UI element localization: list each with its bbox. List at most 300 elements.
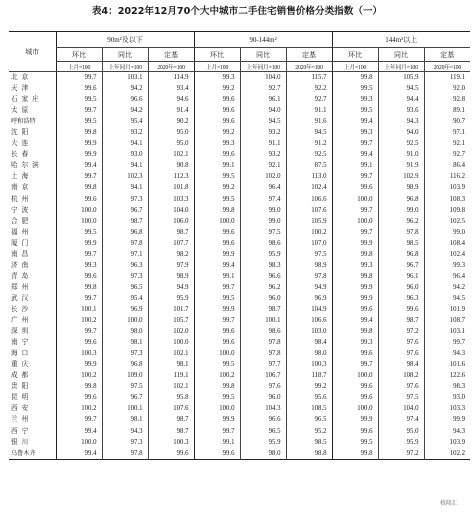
index-cell: 99.6 <box>332 426 378 437</box>
index-cell: 99.3 <box>332 94 378 105</box>
subheader-1: 同比 <box>102 48 148 62</box>
city-cell: 太原 <box>11 106 33 115</box>
index-cell: 92.7 <box>286 94 332 105</box>
index-cell: 99.0 <box>378 205 424 216</box>
index-cell: 102.1 <box>148 149 194 160</box>
index-cell: 99.6 <box>56 194 102 205</box>
index-cell: 103.1 <box>102 72 148 84</box>
index-cell: 99.0 <box>240 205 286 216</box>
index-cell: 115.7 <box>286 72 332 84</box>
index-cell: 100.0 <box>332 403 378 414</box>
city-cell: 石家庄 <box>11 95 43 104</box>
index-cell: 94.0 <box>240 105 286 116</box>
index-cell: 106.7 <box>240 370 286 381</box>
index-cell: 99.5 <box>194 171 240 182</box>
city-cell: 青岛 <box>11 271 33 280</box>
index-cell: 99.6 <box>332 392 378 403</box>
city-cell: 济南 <box>11 260 33 269</box>
index-cell: 99.3 <box>194 138 240 149</box>
index-cell: 99.6 <box>56 392 102 403</box>
index-cell: 99.8 <box>56 282 102 293</box>
index-cell: 98.0 <box>102 326 148 337</box>
index-cell: 91.1 <box>240 138 286 149</box>
index-cell: 97.1 <box>424 127 470 138</box>
index-cell: 99.7 <box>424 337 470 348</box>
city-cell: 北京 <box>11 73 33 82</box>
index-cell: 99.8 <box>332 326 378 337</box>
index-cell: 108.5 <box>286 403 332 414</box>
index-cell: 107.6 <box>286 205 332 216</box>
index-cell: 94.1 <box>102 160 148 171</box>
index-cell: 98.9 <box>148 271 194 282</box>
index-cell: 97.8 <box>102 448 148 460</box>
index-cell: 99.8 <box>56 381 102 392</box>
index-cell: 102.1 <box>148 348 194 359</box>
table-row <box>9 437 470 448</box>
base-label-2: 2020年=100 <box>148 62 194 72</box>
index-cell: 99.9 <box>332 414 378 425</box>
index-cell: 100.0 <box>56 216 102 227</box>
index-cell: 99.5 <box>56 94 102 105</box>
city-cell: 乌鲁木齐 <box>11 449 36 457</box>
subheader-row <box>9 48 470 62</box>
index-cell: 98.0 <box>240 448 286 460</box>
index-cell: 94.5 <box>378 83 424 94</box>
index-cell: 99.6 <box>194 326 240 337</box>
table-row <box>9 171 470 182</box>
table-row <box>9 326 470 337</box>
index-cell: 99.2 <box>194 127 240 138</box>
index-cell: 106.6 <box>286 315 332 326</box>
index-cell: 98.9 <box>378 182 424 193</box>
index-cell: 99.7 <box>56 249 102 260</box>
index-cell: 99.9 <box>194 414 240 425</box>
index-cell: 100.1 <box>56 304 102 315</box>
index-cell: 95.0 <box>378 426 424 437</box>
index-cell: 98.3 <box>240 260 286 271</box>
index-cell: 100.0 <box>332 216 378 227</box>
index-cell: 94.2 <box>424 282 470 293</box>
index-cell: 102.3 <box>102 171 148 182</box>
index-cell: 91.1 <box>286 105 332 116</box>
index-cell: 94.3 <box>378 116 424 127</box>
index-cell: 99.6 <box>194 149 240 160</box>
index-cell: 99.6 <box>332 304 378 315</box>
index-cell: 100.0 <box>332 194 378 205</box>
base-label-1: 上年同月=100 <box>102 62 148 72</box>
index-cell: 100.2 <box>56 370 102 381</box>
index-cell: 103.1 <box>424 326 470 337</box>
base-label-2: 2020年=100 <box>424 62 470 72</box>
index-cell: 99.0 <box>240 216 286 227</box>
index-cell: 95.4 <box>102 293 148 304</box>
index-cell: 99.7 <box>332 227 378 238</box>
index-cell: 94.3 <box>424 426 470 437</box>
index-cell: 94.9 <box>286 282 332 293</box>
index-cell: 99.7 <box>56 72 102 84</box>
index-cell: 99.4 <box>56 448 102 460</box>
index-cell: 95.2 <box>286 426 332 437</box>
index-cell: 100.1 <box>240 315 286 326</box>
index-cell: 100.2 <box>56 403 102 414</box>
table-row <box>9 238 470 249</box>
index-cell: 99.0 <box>424 227 470 238</box>
index-cell: 99.6 <box>148 448 194 460</box>
index-cell: 103.9 <box>424 182 470 193</box>
index-cell: 102.2 <box>424 448 470 460</box>
index-cell: 94.3 <box>102 426 148 437</box>
index-cell: 94.6 <box>148 94 194 105</box>
city-cell: 重庆 <box>11 360 33 369</box>
city-cell: 南京 <box>11 183 33 192</box>
index-cell: 98.3 <box>424 381 470 392</box>
index-cell: 95.4 <box>102 116 148 127</box>
index-cell: 98.6 <box>240 238 286 249</box>
index-cell: 106.0 <box>148 216 194 227</box>
index-cell: 99.8 <box>194 381 240 392</box>
index-cell: 96.6 <box>240 271 286 282</box>
index-cell: 113.0 <box>286 171 332 182</box>
table-row <box>9 116 470 127</box>
city-cell: 厦门 <box>11 238 33 247</box>
index-cell: 99.4 <box>194 260 240 271</box>
index-cell: 98.7 <box>148 227 194 238</box>
index-cell: 96.7 <box>102 392 148 403</box>
index-cell: 99.6 <box>332 381 378 392</box>
index-cell: 98.1 <box>102 337 148 348</box>
index-cell: 107.0 <box>286 238 332 249</box>
index-cell: 119.1 <box>424 72 470 84</box>
table-row <box>9 282 470 293</box>
index-cell: 104.9 <box>286 304 332 315</box>
index-cell: 99.7 <box>56 293 102 304</box>
index-cell: 99.4 <box>56 160 102 171</box>
index-cell: 95.9 <box>240 249 286 260</box>
table-row <box>9 138 470 149</box>
index-cell: 99.1 <box>194 437 240 448</box>
index-cell: 100.0 <box>56 437 102 448</box>
index-cell: 97.6 <box>378 381 424 392</box>
index-cell: 99.2 <box>194 182 240 193</box>
price-index-table <box>9 31 470 460</box>
index-cell: 92.5 <box>378 138 424 149</box>
table-row <box>9 182 470 193</box>
table-row <box>9 271 470 282</box>
table-row <box>9 359 470 370</box>
index-cell: 99.1 <box>332 160 378 171</box>
index-cell: 109.8 <box>424 205 470 216</box>
city-cell: 天津 <box>11 84 33 93</box>
index-cell: 99.6 <box>194 116 240 127</box>
index-cell: 94.2 <box>102 83 148 94</box>
index-cell: 99.9 <box>56 138 102 149</box>
base-label-0: 上月=100 <box>194 62 240 72</box>
city-cell: 贵阳 <box>11 382 33 391</box>
index-cell: 105.7 <box>148 315 194 326</box>
index-cell: 99.6 <box>194 227 240 238</box>
subheader-2: 定基 <box>148 48 194 62</box>
index-cell: 92.0 <box>424 83 470 94</box>
index-cell: 94.5 <box>286 127 332 138</box>
city-cell: 福州 <box>11 227 33 236</box>
index-cell: 96.5 <box>286 414 332 425</box>
index-cell: 97.3 <box>102 348 148 359</box>
index-cell: 97.5 <box>102 381 148 392</box>
index-cell: 99.2 <box>194 83 240 94</box>
table-row <box>9 72 470 84</box>
table-row <box>9 94 470 105</box>
index-cell: 99.9 <box>194 249 240 260</box>
index-cell: 102.4 <box>424 249 470 260</box>
index-cell: 98.7 <box>102 216 148 227</box>
index-cell: 93.0 <box>102 149 148 160</box>
index-cell: 94.5 <box>240 116 286 127</box>
index-cell: 99.3 <box>194 72 240 84</box>
city-cell: 南宁 <box>11 338 33 347</box>
index-cell: 99.5 <box>332 437 378 448</box>
index-cell: 99.6 <box>194 238 240 249</box>
watermark-logo: 格隆汇 <box>428 498 470 510</box>
index-cell: 92.1 <box>240 160 286 171</box>
group-header-large: 144m²以上 <box>332 32 470 48</box>
table-row <box>9 293 470 304</box>
index-cell: 97.8 <box>286 271 332 282</box>
index-cell: 99.6 <box>332 348 378 359</box>
index-cell: 96.5 <box>240 426 286 437</box>
index-cell: 99.7 <box>332 138 378 149</box>
index-cell: 102.0 <box>148 326 194 337</box>
index-cell: 98.7 <box>148 426 194 437</box>
index-cell: 100.2 <box>286 227 332 238</box>
base-label-0: 上月=100 <box>56 62 102 72</box>
index-cell: 96.8 <box>378 194 424 205</box>
subheader-0: 环比 <box>332 48 378 62</box>
index-cell: 92.8 <box>424 94 470 105</box>
table-row <box>9 83 470 94</box>
city-cell: 合肥 <box>11 216 33 225</box>
index-cell: 90.2 <box>148 116 194 127</box>
index-cell: 96.1 <box>378 271 424 282</box>
city-cell: 成都 <box>11 371 33 380</box>
index-cell: 97.5 <box>240 227 286 238</box>
city-cell: 银川 <box>11 437 33 446</box>
index-cell: 99.5 <box>194 293 240 304</box>
index-cell: 99.8 <box>332 448 378 460</box>
index-cell: 99.5 <box>332 105 378 116</box>
city-cell: 呼和浩特 <box>11 118 36 126</box>
index-cell: 114.9 <box>148 72 194 84</box>
index-cell: 89.1 <box>424 105 470 116</box>
index-cell: 99.4 <box>56 426 102 437</box>
index-cell: 96.0 <box>240 293 286 304</box>
index-cell: 99.6 <box>56 271 102 282</box>
table-row <box>9 260 470 271</box>
index-cell: 97.7 <box>240 359 286 370</box>
index-cell: 99.5 <box>194 194 240 205</box>
index-cell: 107.6 <box>148 403 194 414</box>
index-cell: 97.3 <box>102 437 148 448</box>
index-cell: 100.3 <box>56 348 102 359</box>
index-cell: 93.0 <box>424 392 470 403</box>
table-row <box>9 160 470 171</box>
index-cell: 97.2 <box>378 448 424 460</box>
index-cell: 99.9 <box>424 414 470 425</box>
index-cell: 92.1 <box>424 138 470 149</box>
index-cell: 94.4 <box>378 94 424 105</box>
index-cell: 104.0 <box>240 72 286 84</box>
index-cell: 97.3 <box>102 194 148 205</box>
base-label-0: 上月=100 <box>332 62 378 72</box>
index-cell: 97.8 <box>102 238 148 249</box>
index-cell: 95.6 <box>286 392 332 403</box>
index-cell: 99.3 <box>424 260 470 271</box>
index-cell: 99.1 <box>194 160 240 171</box>
index-cell: 92.7 <box>424 149 470 160</box>
index-cell: 96.8 <box>378 249 424 260</box>
subheader-1: 同比 <box>240 48 286 62</box>
index-cell: 97.5 <box>378 392 424 403</box>
index-cell: 100.2 <box>56 315 102 326</box>
index-cell: 103.3 <box>148 194 194 205</box>
index-cell: 101.6 <box>424 359 470 370</box>
index-cell: 96.2 <box>240 282 286 293</box>
index-cell: 96.6 <box>240 414 286 425</box>
index-cell: 95.0 <box>148 138 194 149</box>
index-cell: 99.3 <box>332 337 378 348</box>
index-cell: 97.6 <box>378 337 424 348</box>
index-cell: 93.4 <box>148 83 194 94</box>
index-cell: 99.4 <box>332 116 378 127</box>
index-cell: 97.5 <box>286 249 332 260</box>
city-cell: 长春 <box>11 150 33 159</box>
index-cell: 98.0 <box>286 348 332 359</box>
index-cell: 99.5 <box>194 392 240 403</box>
index-cell: 99.7 <box>332 205 378 216</box>
index-cell: 99.7 <box>56 105 102 116</box>
index-cell: 105.9 <box>378 72 424 84</box>
index-cell: 97.8 <box>240 337 286 348</box>
index-cell: 101.7 <box>148 304 194 315</box>
subheader-0: 环比 <box>56 48 102 62</box>
table-row <box>9 426 470 437</box>
city-cell: 南昌 <box>11 249 33 258</box>
city-cell: 西安 <box>11 404 33 413</box>
city-cell: 兰州 <box>11 415 33 424</box>
index-cell: 99.9 <box>332 238 378 249</box>
index-cell: 99.9 <box>56 359 102 370</box>
index-cell: 102.0 <box>240 171 286 182</box>
index-cell: 99.2 <box>286 381 332 392</box>
index-cell: 93.2 <box>102 127 148 138</box>
index-cell: 96.3 <box>378 293 424 304</box>
index-cell: 94.1 <box>102 138 148 149</box>
index-cell: 99.5 <box>56 227 102 238</box>
index-cell: 102.9 <box>378 171 424 182</box>
index-cell: 99.8 <box>332 271 378 282</box>
index-cell: 96.7 <box>378 260 424 271</box>
city-cell: 哈尔滨 <box>11 161 43 170</box>
index-cell: 96.0 <box>378 282 424 293</box>
index-cell: 94.5 <box>424 293 470 304</box>
index-cell: 99.6 <box>56 337 102 348</box>
index-cell: 97.6 <box>240 381 286 392</box>
city-cell: 大连 <box>11 139 33 148</box>
index-cell: 98.7 <box>378 315 424 326</box>
index-cell: 99.9 <box>332 293 378 304</box>
city-cell: 上海 <box>11 172 33 181</box>
index-cell: 99.6 <box>194 105 240 116</box>
table-row <box>9 149 470 160</box>
index-cell: 96.8 <box>102 359 148 370</box>
index-cell: 101.8 <box>148 182 194 193</box>
index-cell: 100.3 <box>148 437 194 448</box>
base-label-2: 2020年=100 <box>286 62 332 72</box>
index-cell: 99.6 <box>194 337 240 348</box>
index-cell: 94.2 <box>102 105 148 116</box>
index-cell: 99.8 <box>332 72 378 84</box>
index-cell: 97.9 <box>148 260 194 271</box>
index-cell: 99.6 <box>378 304 424 315</box>
table-row <box>9 127 470 138</box>
table-row <box>9 414 470 425</box>
index-cell: 92.5 <box>286 149 332 160</box>
index-cell: 105.9 <box>286 216 332 227</box>
index-cell: 99.3 <box>56 260 102 271</box>
index-cell: 97.8 <box>240 348 286 359</box>
index-cell: 96.5 <box>102 282 148 293</box>
index-cell: 90.8 <box>148 160 194 171</box>
index-cell: 99.9 <box>194 304 240 315</box>
index-cell: 118.7 <box>286 370 332 381</box>
index-cell: 96.3 <box>102 260 148 271</box>
index-cell: 99.7 <box>194 282 240 293</box>
index-cell: 96.8 <box>102 227 148 238</box>
table-row <box>9 304 470 315</box>
index-cell: 98.4 <box>378 359 424 370</box>
city-cell: 广州 <box>11 316 33 325</box>
index-cell: 99.7 <box>194 315 240 326</box>
index-cell: 104.0 <box>378 403 424 414</box>
index-cell: 96.9 <box>102 304 148 315</box>
index-cell: 95.9 <box>378 437 424 448</box>
index-cell: 91.2 <box>286 138 332 149</box>
index-cell: 103.9 <box>424 437 470 448</box>
city-cell: 武汉 <box>11 293 33 302</box>
index-cell: 116.2 <box>424 171 470 182</box>
index-cell: 96.2 <box>378 216 424 227</box>
table-row <box>9 315 470 326</box>
subheader-2: 定基 <box>424 48 470 62</box>
table-row <box>9 370 470 381</box>
index-cell: 99.8 <box>332 249 378 260</box>
index-cell: 119.1 <box>148 370 194 381</box>
index-cell: 100.3 <box>286 359 332 370</box>
index-cell: 99.7 <box>56 414 102 425</box>
index-cell: 99.6 <box>194 448 240 460</box>
index-cell: 98.1 <box>148 359 194 370</box>
index-cell: 99.7 <box>332 359 378 370</box>
city-cell: 西宁 <box>11 426 33 435</box>
index-cell: 100.0 <box>194 348 240 359</box>
group-header-small: 90m²及以下 <box>56 32 194 48</box>
index-cell: 100.0 <box>148 337 194 348</box>
index-cell: 97.4 <box>240 194 286 205</box>
index-cell: 96.4 <box>424 271 470 282</box>
city-cell: 深圳 <box>11 327 33 336</box>
table-row <box>9 392 470 403</box>
index-cell: 94.0 <box>378 127 424 138</box>
index-cell: 99.7 <box>56 326 102 337</box>
